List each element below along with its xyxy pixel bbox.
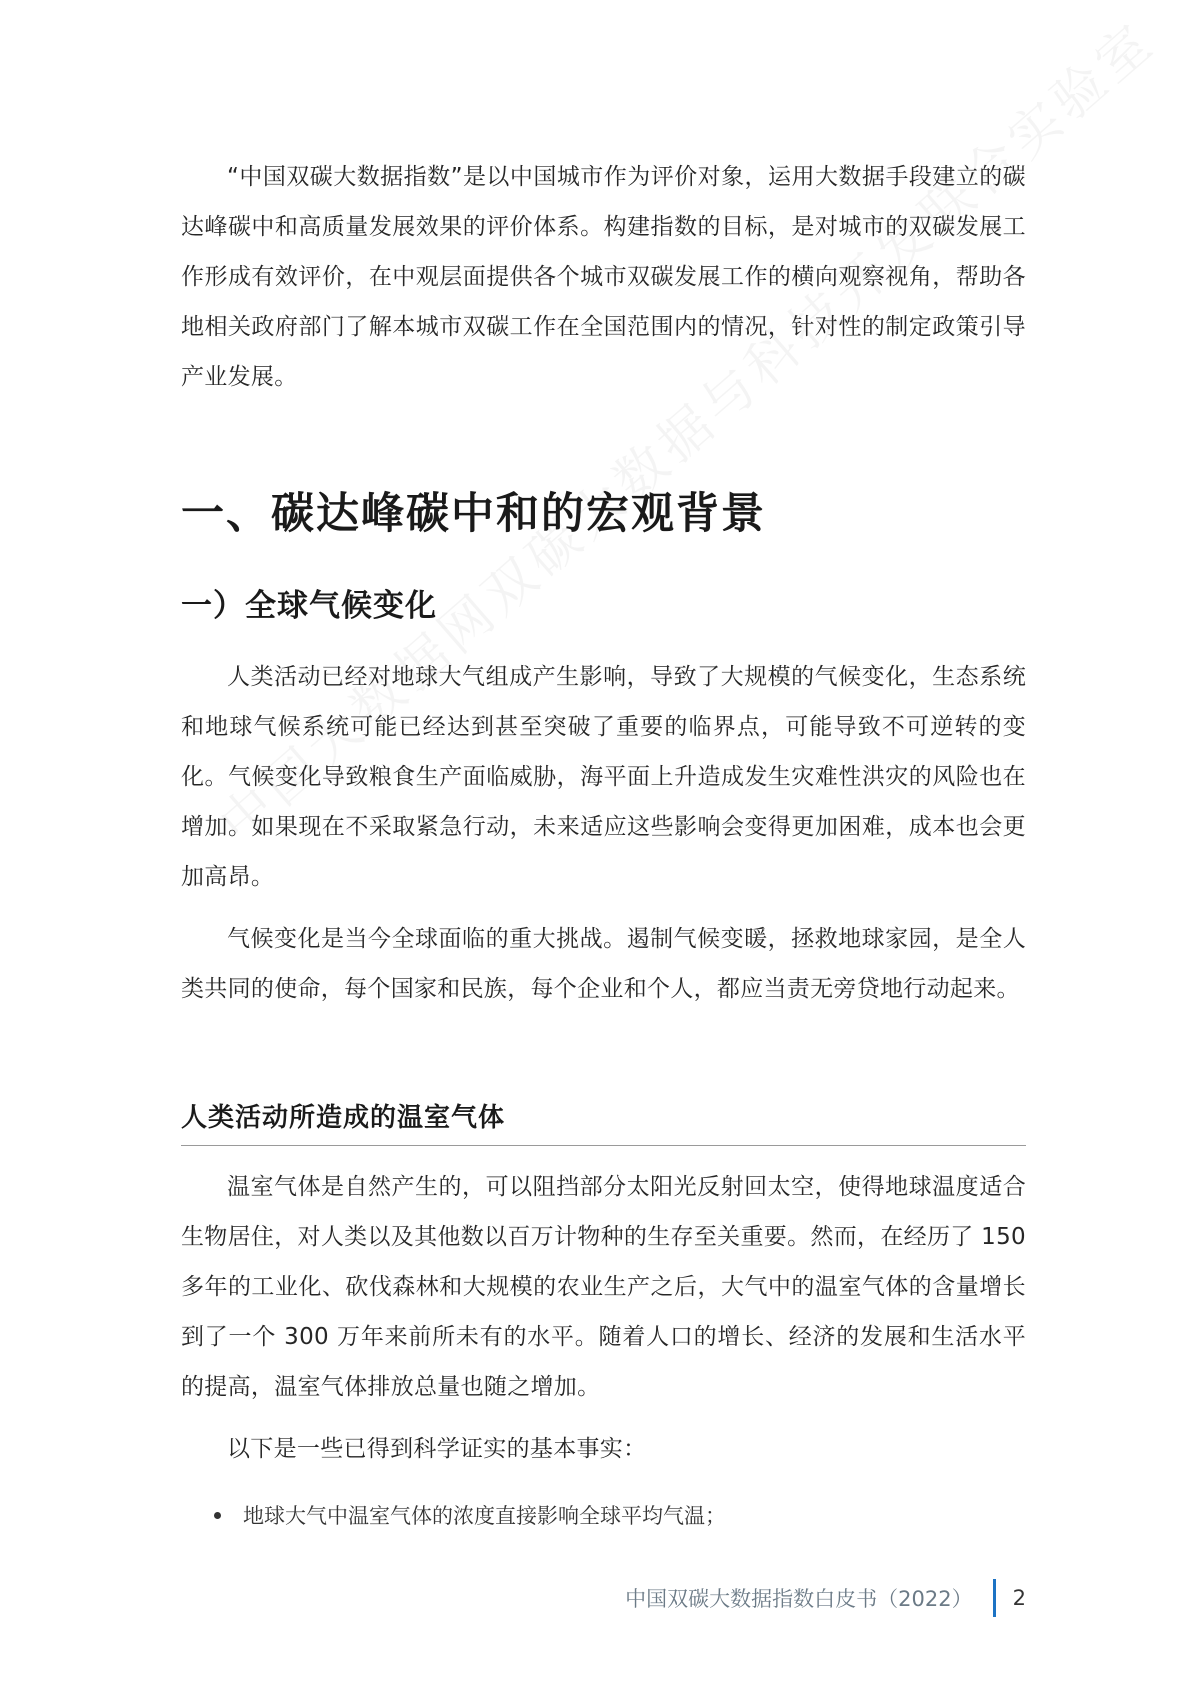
section-title: 一、碳达峰碳中和的宏观背景 (181, 489, 766, 539)
intro-section (181, 152, 1026, 402)
heading-divider (181, 1145, 1026, 1146)
footer-divider (993, 1579, 996, 1617)
page-footer (625, 1578, 1026, 1618)
page-number: 2 (1012, 1586, 1026, 1610)
climate-section (181, 652, 1026, 1014)
bullet-item: 地球大气中温室气体的浓度直接影响全球平均气温； (243, 1504, 726, 1528)
ghg-paragraph-2: 以下是一些已得到科学证实的基本事实： (227, 1436, 647, 1462)
ghg-paragraph-1: 温室气体是自然产生的，可以阻挡部分太阳光反射回太空，使得地球温度适合生物居住，对人类以及其他数以百万计物种的生存至关重要。然而，在经历了 150 多年的工业化、砍伐森林和大规模的农业生产之后，大气中的温室气体的含量增长到了一个 300 万年来前所未有的水平。随着人口的增长、经济的发展和生活水平的提高，温室气体排放总量也随之增加。 (181, 1174, 1026, 1400)
climate-paragraph-2: 气候变化是当今全球面临的重大挑战。遏制气候变暖，拯救地球家园，是全人类共同的使命，每个国家和民族，每个企业和个人，都应当责无旁贷地行动起来。 (181, 926, 1026, 1002)
topic-heading: 人类活动所造成的温室气体 (181, 1103, 506, 1133)
ghg-section (181, 1162, 1026, 1474)
subsection-title: 一）全球气候变化 (181, 588, 437, 624)
intro-paragraph: “中国双碳大数据指数”是以中国城市作为评价对象，运用大数据手段建立的碳达峰碳中和高质量发展效果的评价体系。构建指数的目标，是对城市的双碳发展工作形成有效评价，在中观层面提供各个城市双碳发展工作的横向观察视角，帮助各地相关政府部门了解本城市双碳工作在全国范围内的情况，针对性的制定政策引导产业发展。 (181, 164, 1026, 390)
footer-title: 中国双碳大数据指数白皮书（2022） (625, 1587, 973, 1611)
bullet-list (214, 1500, 726, 1530)
climate-paragraph-1: 人类活动已经对地球大气组成产生影响，导致了大规模的气候变化，生态系统和地球气候系统可能已经达到甚至突破了重要的临界点，可能导致不可逆转的变化。气候变化导致粮食生产面临威胁，海平面上升造成发生灾难性洪灾的风险也在增加。如果现在不采取紧急行动，未来适应这些影响会变得更加困难，成本也会更加高昂。 (181, 664, 1026, 890)
bullet-icon (214, 1512, 221, 1519)
